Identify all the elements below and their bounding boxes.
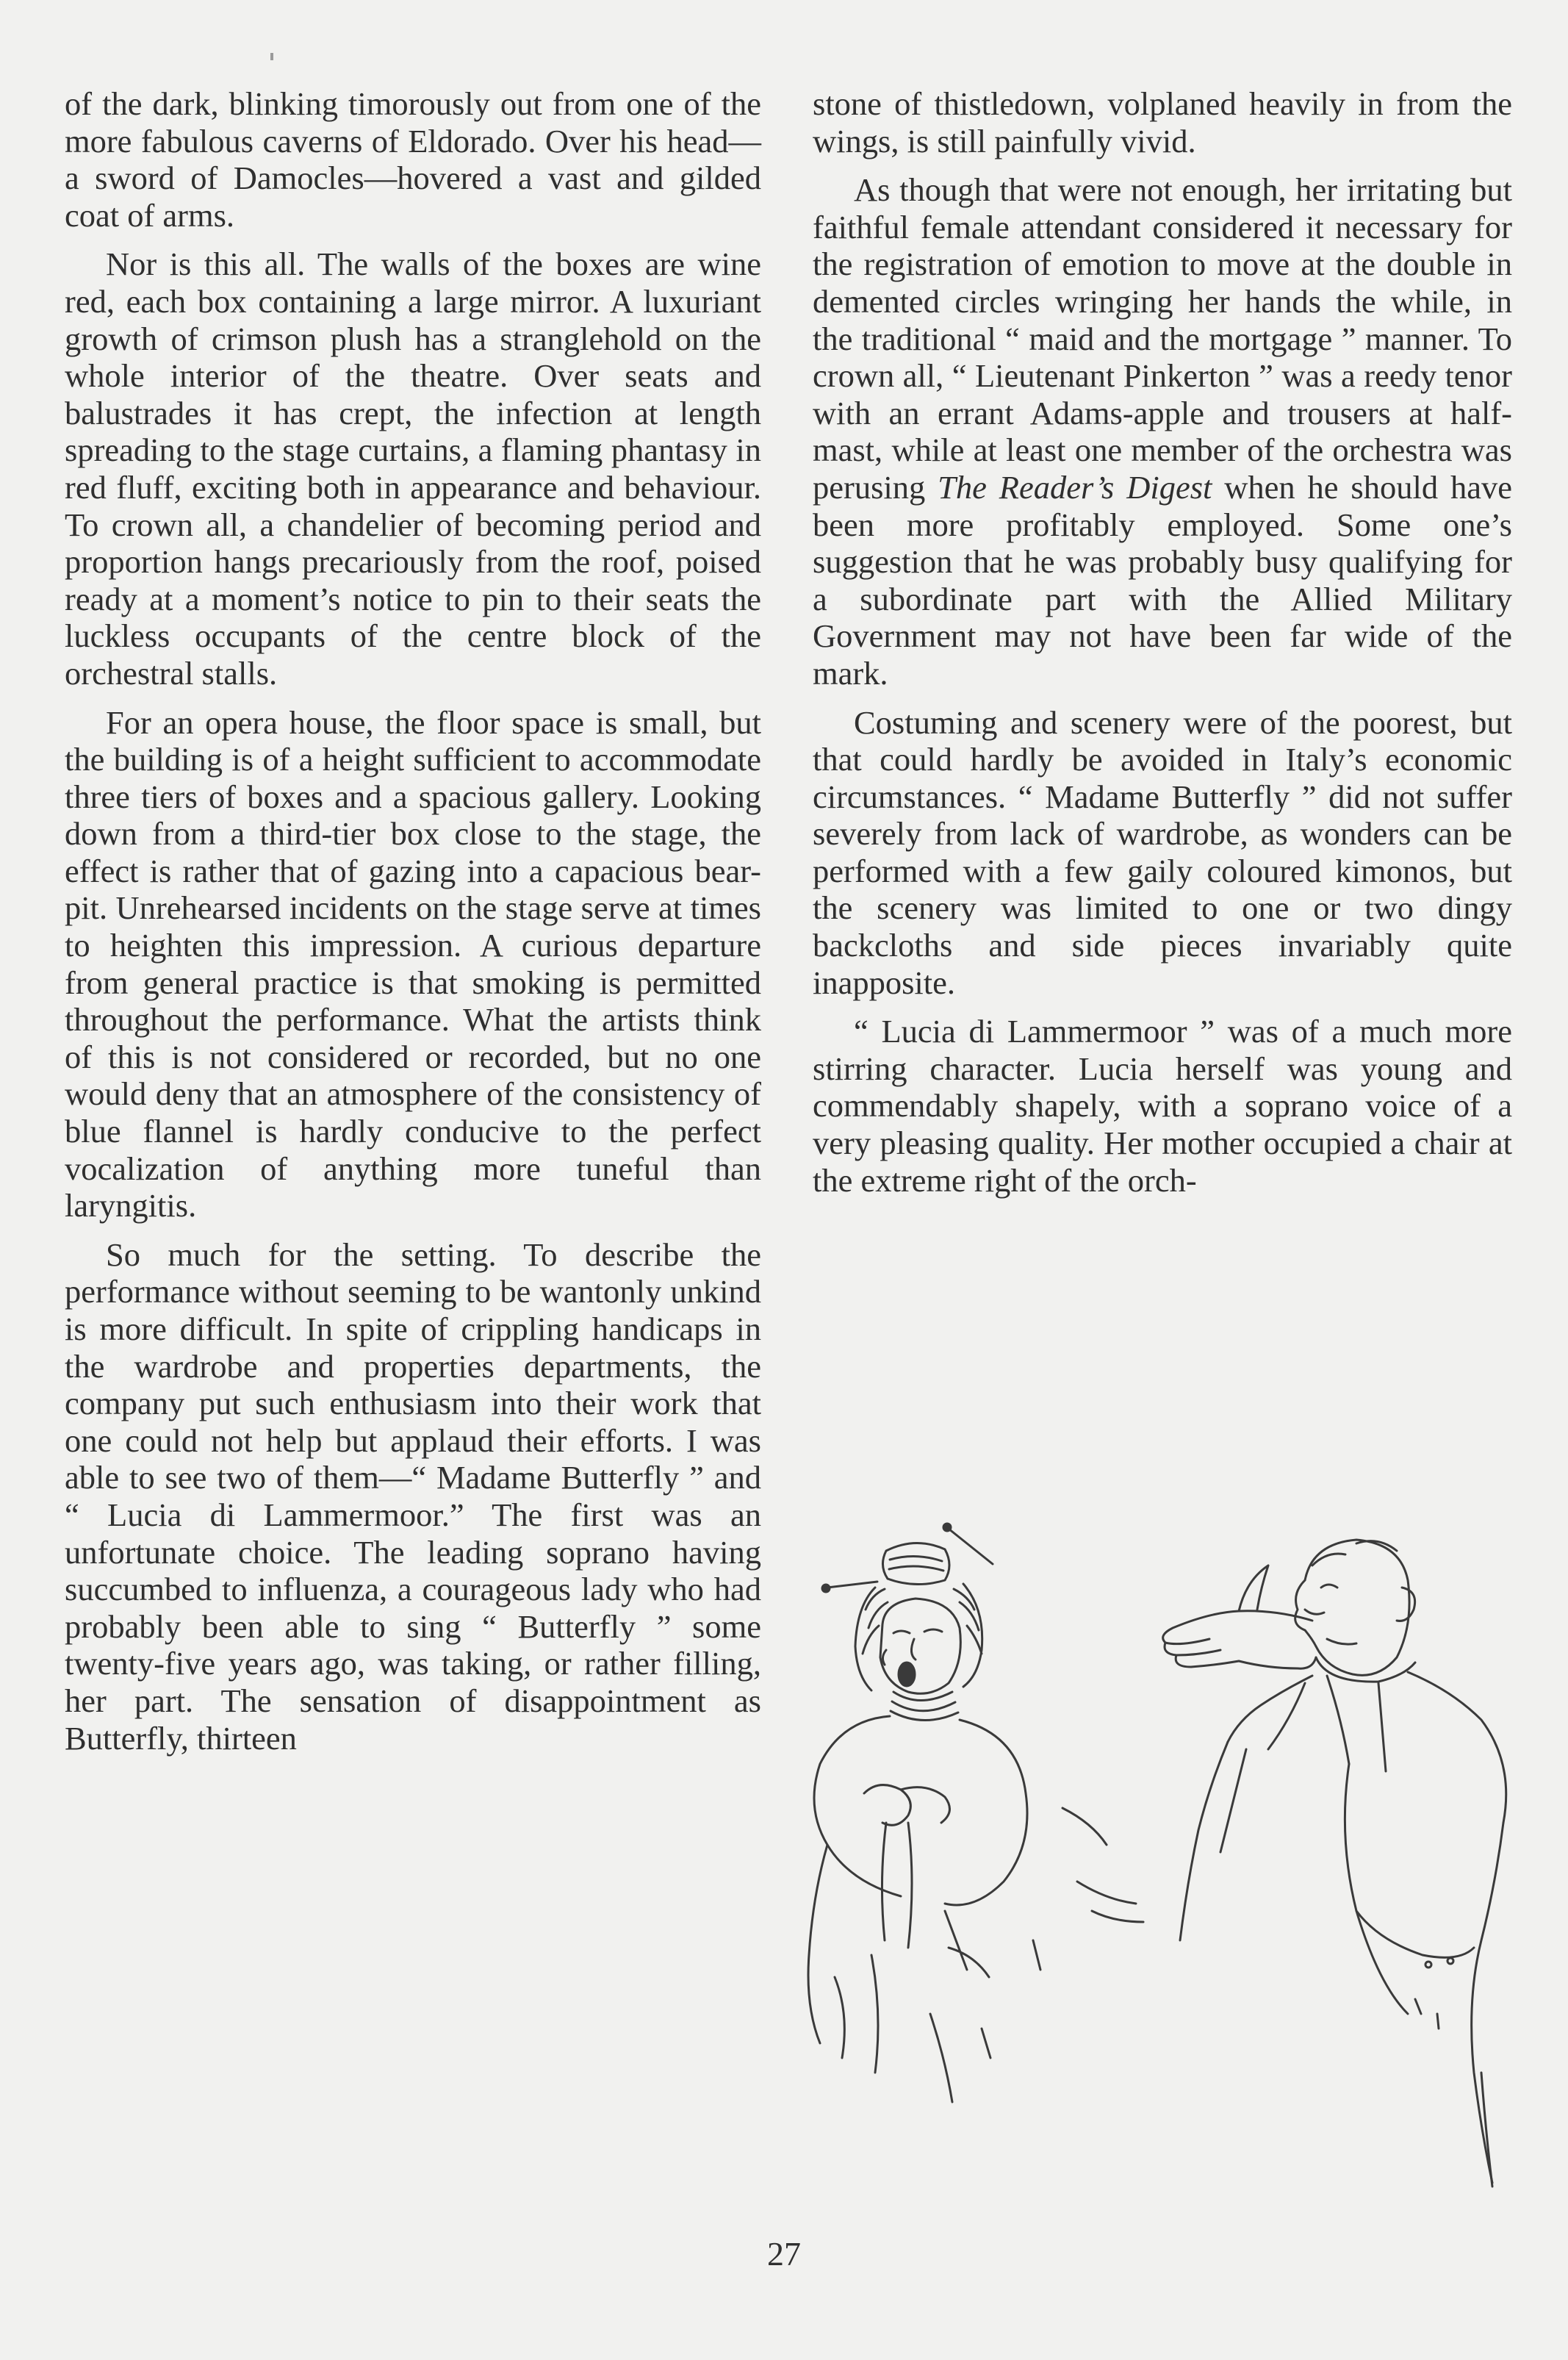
hairpin-ball <box>943 1524 951 1531</box>
print-speck <box>270 53 273 60</box>
paragraph: stone of thistledown, volplaned heavily in from the wings, is still painfully vivid. <box>813 85 1512 159</box>
caricature-illustration <box>798 1499 1525 2190</box>
page-number: 27 <box>767 2235 801 2273</box>
hairpin-ball <box>822 1585 830 1592</box>
paragraph: Costuming and scenery were of the poorest, but that could hardly be avoided in Italy’s economic circumstances. “ Madame Butterfly ” did not suffer severely from lack of wardrobe, as wonders can be performed with a few gaily coloured kimonos, but the scenery was limited to one or two dingy backcloths and side pieces invariably quite inapposite. <box>813 703 1512 1001</box>
coat-button <box>1425 1962 1431 1968</box>
hairpin-right <box>949 1529 993 1564</box>
singing-mouth <box>899 1663 915 1686</box>
hairpin-left <box>827 1582 877 1588</box>
soprano-body <box>808 1716 1027 2073</box>
tenor-hand <box>1163 1565 1316 1668</box>
soprano-collar <box>891 1692 958 1721</box>
sketch-strokes <box>1062 1808 1143 1922</box>
magazine-title: The Reader’s Digest <box>938 468 1212 506</box>
paragraph <box>813 171 1512 692</box>
soprano-face <box>880 1599 960 1693</box>
sketch-strokes <box>930 1940 1040 2102</box>
paragraph-text: As though that were not enough, her irritating but faithful female attendant considered it necessary for the registration of emotion to move at the double in demented circles wringing her hands the while, in the traditional “ maid and the mortgage ” manner. To crown all, “ Lieutenant Pinkerton ” was a reedy tenor with an errant Adams-apple and trousers at half-mast, while at least one member of the orchestra was perusing <box>813 171 1512 506</box>
paragraph: “ Lucia di Lammermoor ” was of a much more stirring character. Lucia herself was young and commendably shapely, with a soprano voice of a very pleasing quality. Her mother occupied a chair at the extreme right of the orch- <box>813 1013 1512 1199</box>
coat-button <box>1447 1958 1453 1964</box>
paragraph-text: when he should have been more profitably employed. Some one’s suggestion that he was probably busy qualifying for a subordinate part with the Allied Military Government may not have been far wide of the mark. <box>813 468 1512 692</box>
soprano-hair <box>855 1543 982 1690</box>
paragraph: Nor is this all. The walls of the boxes are wine red, each box containing a large mirror. A luxuriant growth of crimson plush has a stranglehold on the whole interior of the theatre. Over seats and balustrades it has crept, the infection at length spreading to the stage curtains, a flaming phantasy in red fluff, exciting both in appearance and behaviour. To crown all, a chandelier of becoming period and proportion hangs precariously from the roof, poised ready at a moment’s notice to pin to their seats the luckless occupants of the centre block of the orchestral stalls. <box>65 245 761 692</box>
paragraph: of the dark, blinking timorously out from one of the more fabulous caverns of Eldorado. Over his head—a sword of Damocles—hovered a vast and gilded coat of arms. <box>65 85 761 234</box>
tenor-body <box>1180 1657 1506 2187</box>
left-text-column <box>65 85 761 1757</box>
right-text-column <box>813 85 1512 1199</box>
paragraph: For an opera house, the floor space is small, but the building is of a height sufficient to accommodate three tiers of boxes and a spacious gallery. Looking down from a third-tier box close to the stage, the effect is rather that of gazing into a capacious bear-pit. Unrehearsed incidents on the stage serve at times to heighten this impression. A curious departure from general practice is that smoking is permitted throughout the performance. What the artists think of this is not considered or recorded, but no one would deny that an atmosphere of the consistency of blue flannel is hardly conducive to the perfect vocalization of anything more tuneful than laryngitis. <box>65 703 761 1224</box>
tenor-head <box>1295 1540 1415 1675</box>
paragraph: So much for the setting. To describe the performance without seeming to be wantonly unkind is more difficult. In spite of crippling handicaps in the wardrobe and properties departments, the company put such enthusiasm into their work that one could not help but applaud their efforts. I was able to see two of them—“ Madame Butterfly ” and “ Lucia di Lammermoor.” The first was an unfortunate choice. The leading soprano having succumbed to influenza, a courageous lady who had probably been able to sing “ Butterfly ” some twenty-five years ago, was taking, or rather filling, her part. The sensation of disappointment as Butterfly, thirteen <box>65 1235 761 1757</box>
